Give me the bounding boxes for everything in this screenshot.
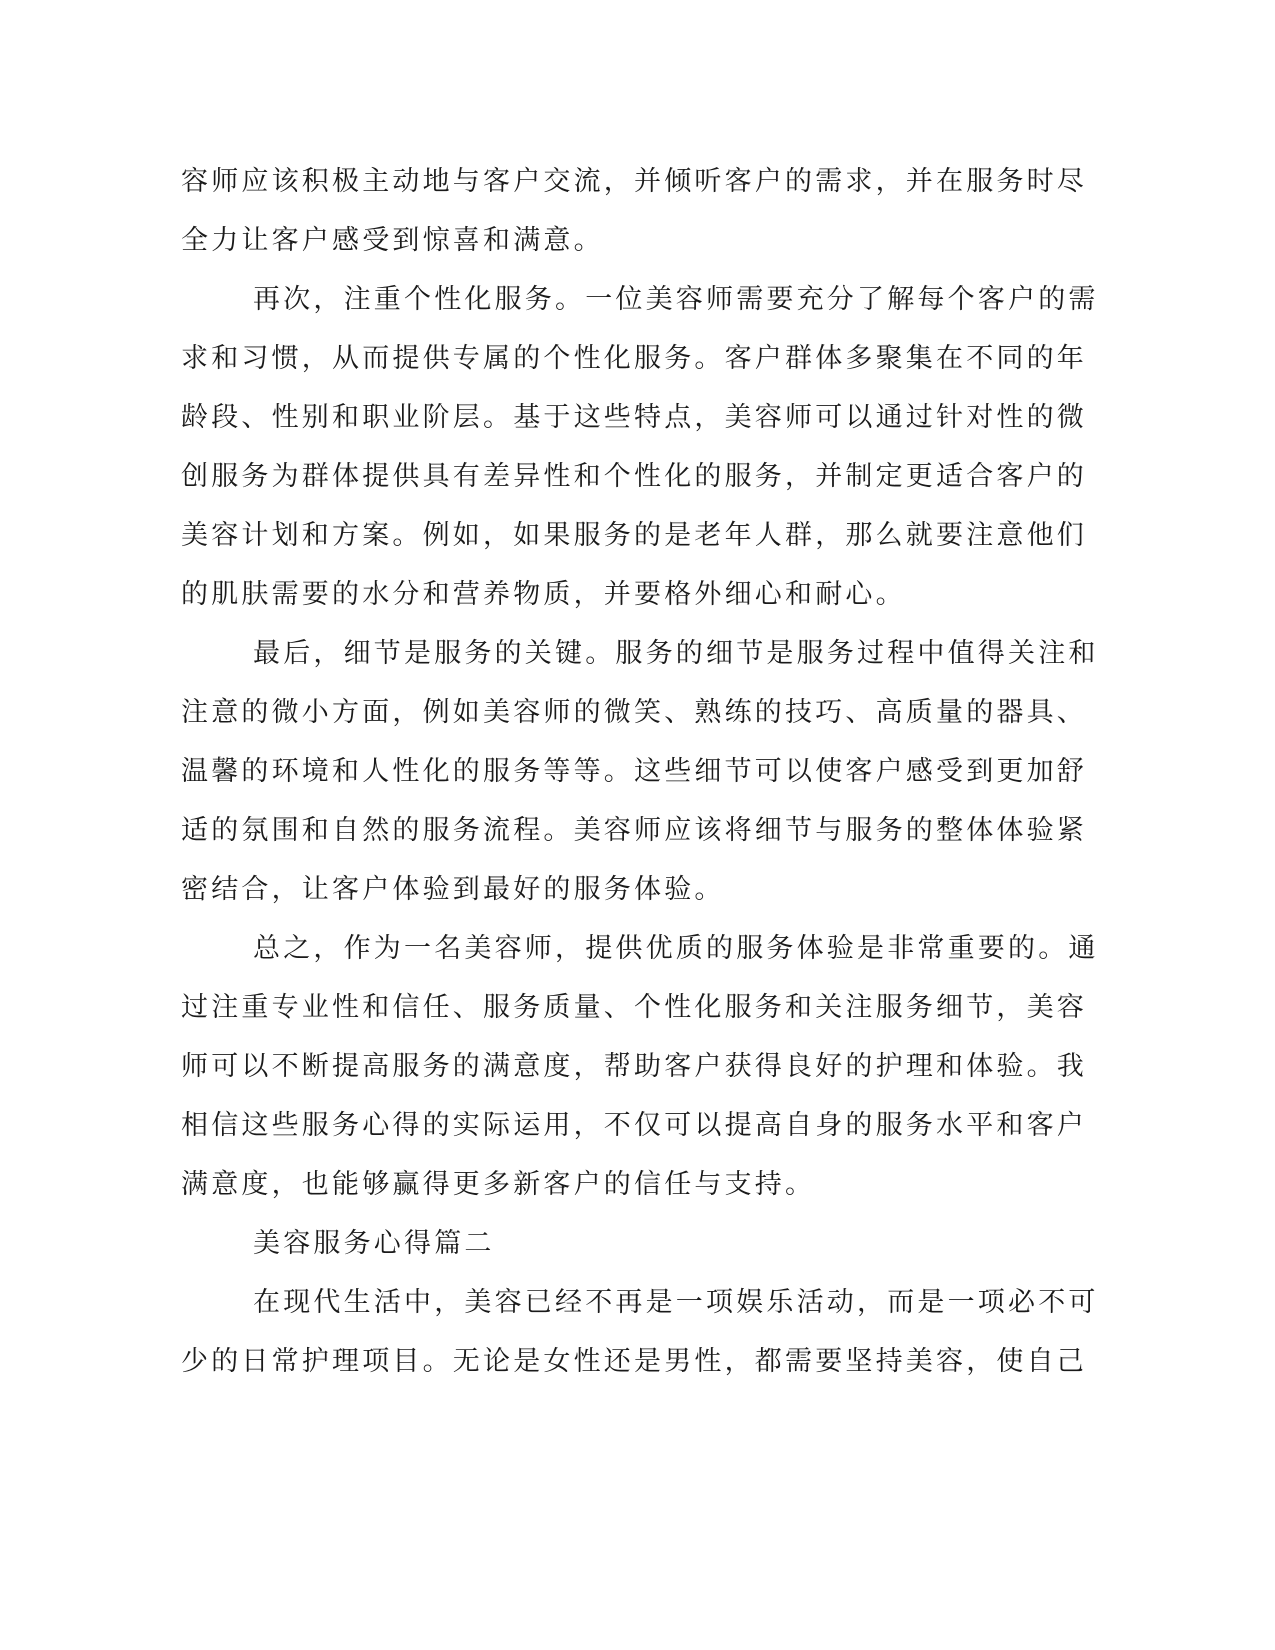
text-line: 的肌肤需要的水分和营养物质，并要格外细心和耐心。 — [181, 579, 906, 610]
text-line: 满意度，也能够赢得更多新客户的信任与支持。 — [181, 1169, 816, 1200]
text-line: 师可以不断提高服务的满意度，帮助客户获得良好的护理和体验。我 — [181, 1051, 1087, 1082]
text-line: 注意的微小方面，例如美容师的微笑、熟练的技巧、高质量的器具、 — [181, 697, 1087, 728]
text-line: 容师应该积极主动地与客户交流，并倾听客户的需求，并在服务时尽 — [181, 166, 1087, 197]
paragraph-start-line: 总之，作为一名美容师，提供优质的服务体验是非常重要的。通 — [253, 933, 1099, 964]
text-line: 过注重专业性和信任、服务质量、个性化服务和关注服务细节，美容 — [181, 992, 1087, 1023]
paragraph-start-line: 在现代生活中，美容已经不再是一项娱乐活动，而是一项必不可 — [253, 1287, 1099, 1318]
text-line: 温馨的环境和人性化的服务等等。这些细节可以使客户感受到更加舒 — [181, 756, 1087, 787]
paragraph-start-line: 再次，注重个性化服务。一位美容师需要充分了解每个客户的需 — [253, 284, 1099, 315]
section-heading: 美容服务心得篇二 — [253, 1228, 495, 1259]
paragraph-start-line: 最后，细节是服务的关键。服务的细节是服务过程中值得关注和 — [253, 638, 1099, 669]
document-body — [181, 160, 1099, 1399]
text-line: 求和习惯，从而提供专属的个性化服务。客户群体多聚集在不同的年 — [181, 343, 1087, 374]
text-line: 龄段、性别和职业阶层。基于这些特点，美容师可以通过针对性的微 — [181, 402, 1087, 433]
text-line: 美容计划和方案。例如，如果服务的是老年人群，那么就要注意他们 — [181, 520, 1087, 551]
text-line: 少的日常护理项目。无论是女性还是男性，都需要坚持美容，使自己 — [181, 1346, 1087, 1377]
text-line: 全力让客户感受到惊喜和满意。 — [181, 225, 604, 256]
text-line: 密结合，让客户体验到最好的服务体验。 — [181, 874, 725, 905]
text-line: 创服务为群体提供具有差异性和个性化的服务，并制定更适合客户的 — [181, 461, 1087, 492]
text-line: 相信这些服务心得的实际运用，不仅可以提高自身的服务水平和客户 — [181, 1110, 1087, 1141]
text-line: 适的氛围和自然的服务流程。美容师应该将细节与服务的整体体验紧 — [181, 815, 1087, 846]
